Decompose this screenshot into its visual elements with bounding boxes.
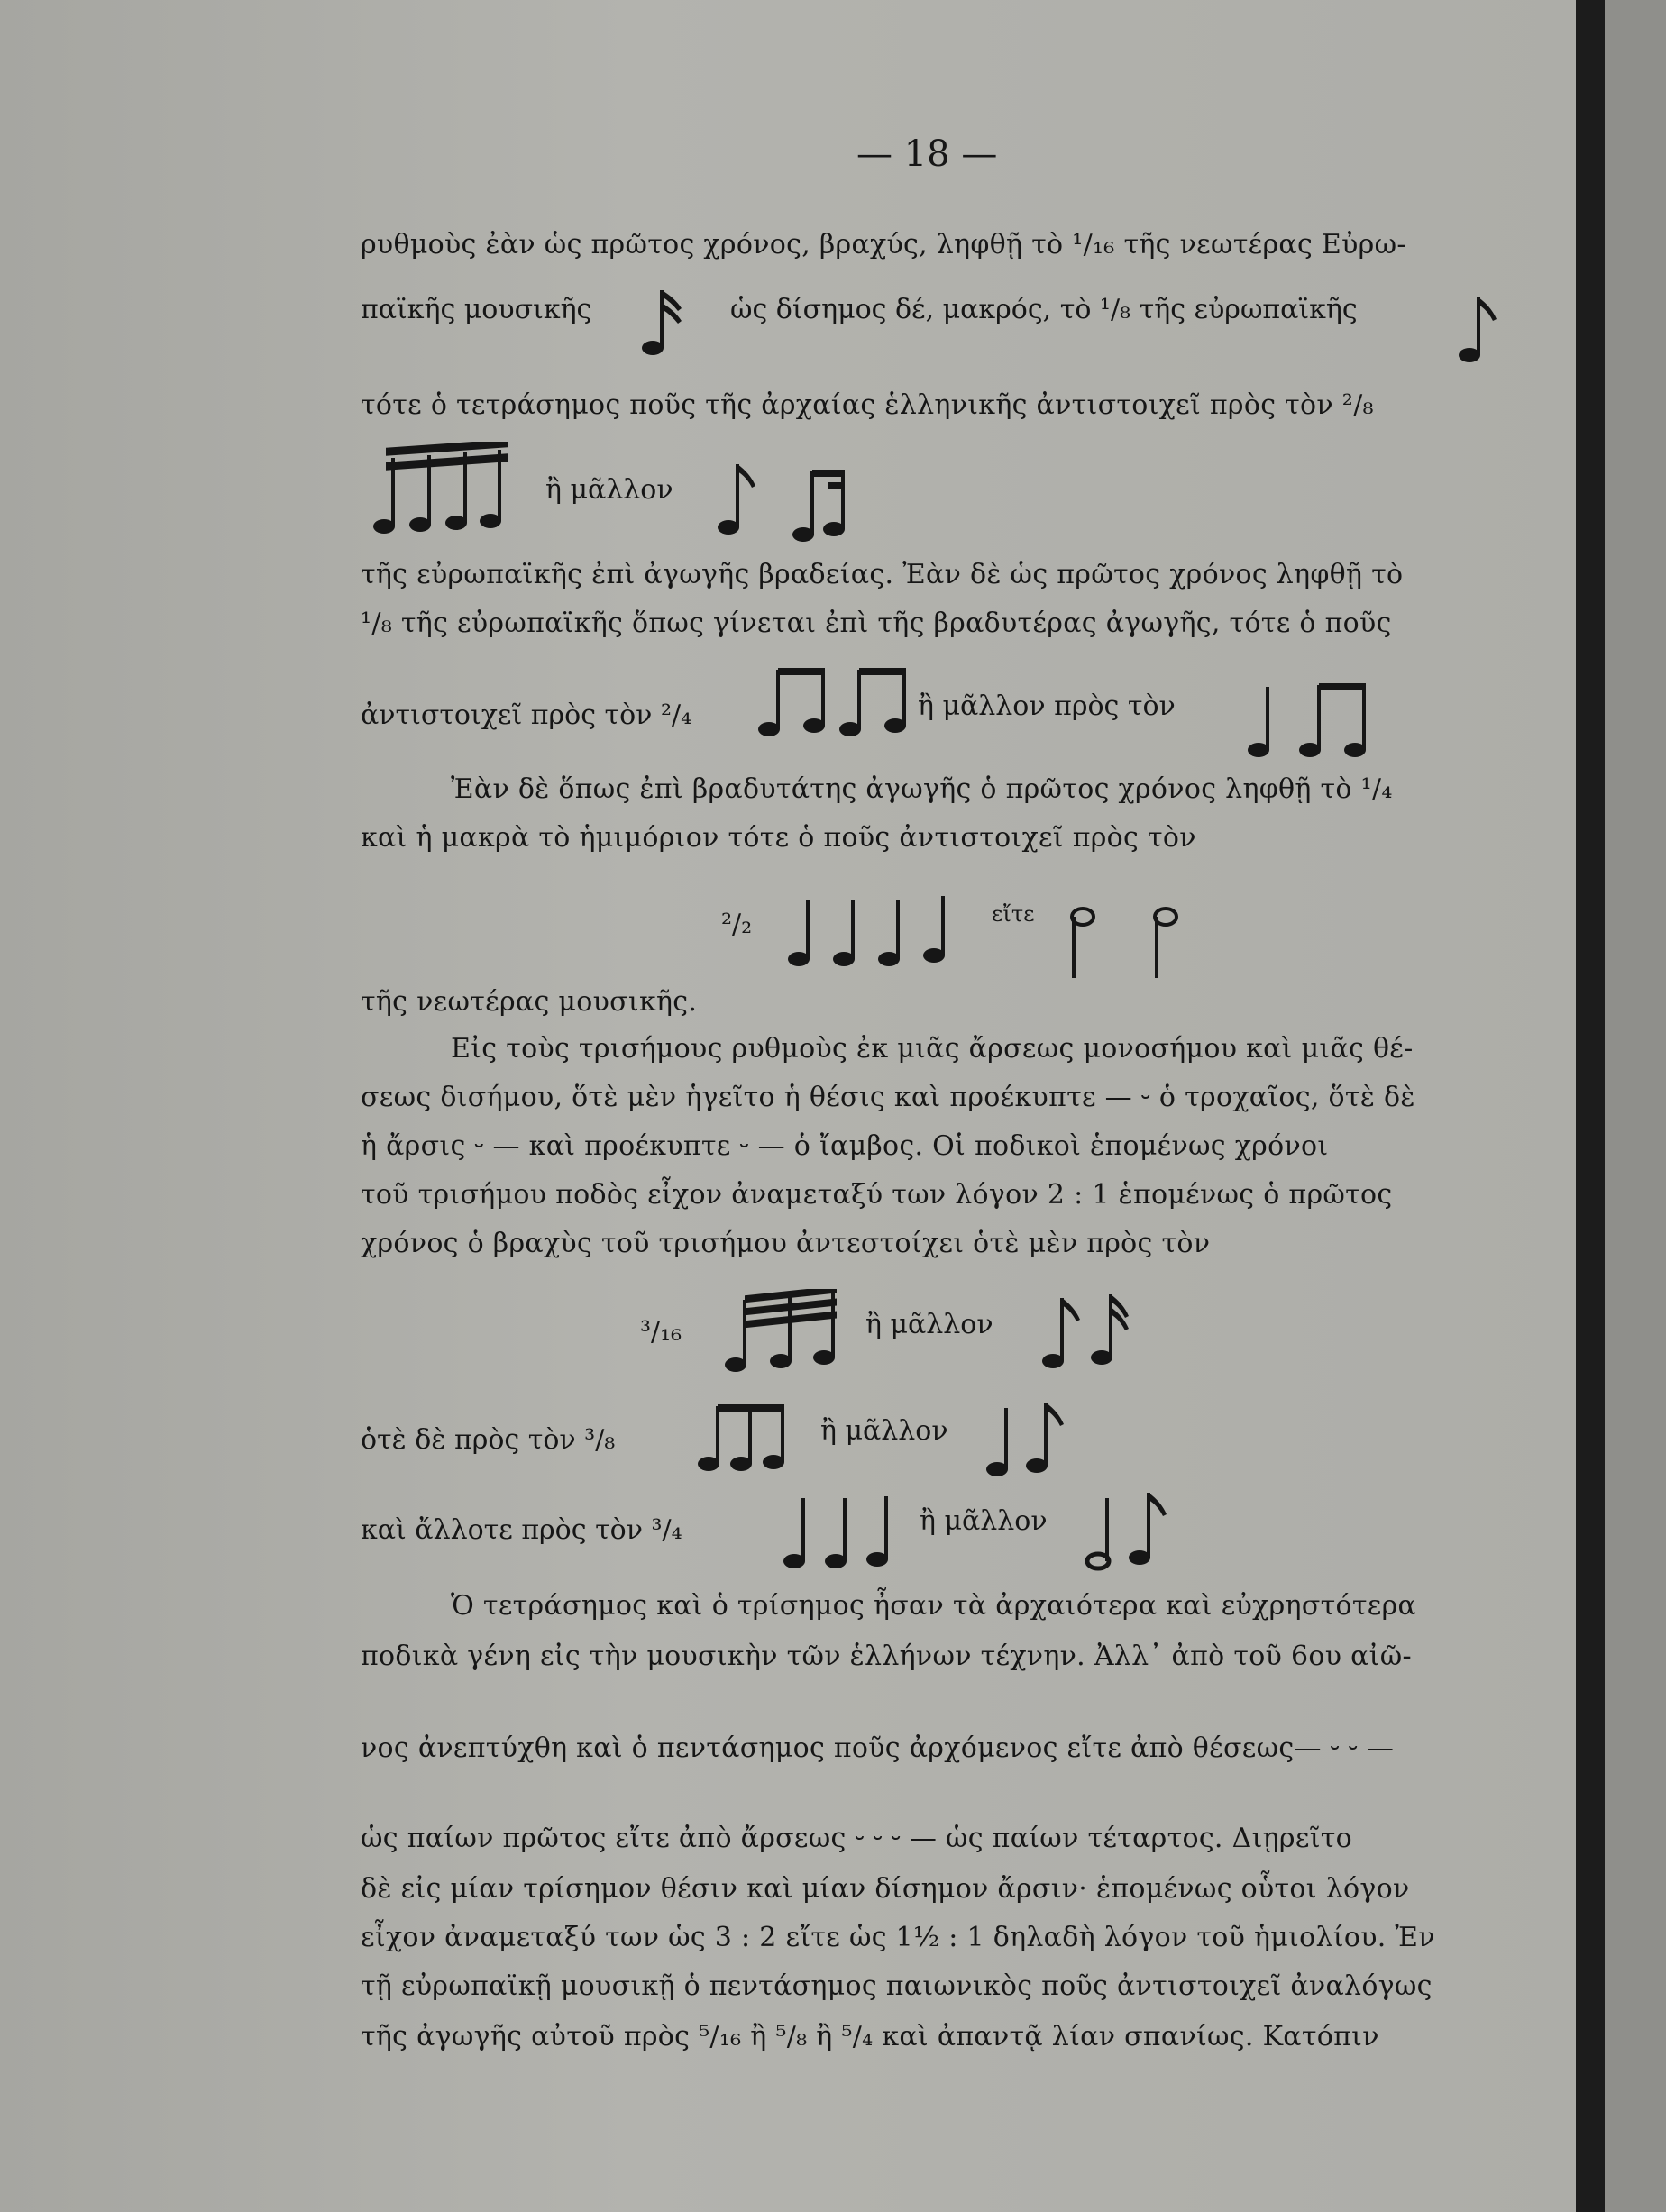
beamed-eighths-icon [834, 663, 915, 744]
text-line: εἶχον ἀναμεταξύ των ὡς 3 : 2 εἴτε ὡς 1½ : 1 δηλαδὴ λόγον τοῦ ἡμιολίου. Ἐν [361, 1922, 1435, 1953]
text-line: εἴτε [992, 901, 1035, 927]
eighth-note-icon [1451, 288, 1506, 370]
beamed-sixteenths-icon [721, 1289, 847, 1375]
quarter-notes-icon [784, 892, 974, 973]
text-line: τῆς ἀγωγῆς αὐτοῦ πρὸς ⁵/₁₆ ἢ ⁵/₈ ἢ ⁵/₄ καὶ ἀπαντᾷ λίαν σπανίως. Κατόπιν [361, 2021, 1379, 2052]
text-line: καὶ ἄλλοτε πρὸς τὸν ³/₄ [361, 1514, 682, 1546]
text-line: ἢ μᾶλλον [865, 1309, 993, 1340]
beamed-eighths-icon [694, 1397, 793, 1478]
text-line: ρυθμοὺς ἐὰν ὡς πρῶτος χρόνος, βραχύς, ληφθῇ τὸ ¹/₁₆ τῆς νεωτέρας Εὐρω- [361, 229, 1406, 261]
text-line: ἀντιστοιχεῖ πρὸς τὸν ²/₄ [361, 699, 692, 731]
eighth-note-icon [712, 455, 766, 541]
text-line: τοῦ τρισήμου ποδὸς εἶχον ἀναμεταξύ των λόγον 2 : 1 ἑπομένως ὁ πρῶτος [361, 1179, 1393, 1211]
text-line: δὲ εἰς μίαν τρίσημον θέσιν καὶ μίαν δίσημον ἄρσιν· ἑπομένως οὗτοι λόγον [361, 1873, 1410, 1905]
text-line: τῆς εὐρωπαϊκῆς ἐπὶ ἀγωγῆς βραδείας. Ἐὰν δὲ ὡς πρῶτος χρόνος ληφθῇ τὸ [361, 559, 1404, 590]
half-eighth-notes-icon [1082, 1487, 1181, 1573]
text-line: σεως δισήμου, ὅτὲ μὲν ἡγεῖτο ἡ θέσις καὶ προέκυπτε — ⏑ ὁ τροχαῖος, ὅτὲ δὲ [361, 1082, 1415, 1113]
text-line: παϊκῆς μουσικῆς [361, 294, 592, 325]
text-line: ὁτὲ δὲ πρὸς τὸν ³/₈ [361, 1424, 616, 1456]
beamed-sixteenths-icon [370, 442, 523, 541]
time-signature: ²/₂ [721, 909, 753, 940]
quarter-eighth-notes-icon [983, 1397, 1082, 1483]
text-line: τότε ὁ τετράσημος ποῦς τῆς ἀρχαίας ἑλληνικῆς ἀντιστοιχεῖ πρὸς τὸν ²/₈ [361, 389, 1374, 421]
text-line: καὶ ἡ μακρὰ τὸ ἡμιμόριον τότε ὁ ποῦς ἀντιστοιχεῖ πρὸς τὸν [361, 822, 1196, 854]
text-line: Εἰς τοὺς τρισήμους ρυθμοὺς ἐκ μιᾶς ἄρσεως μονοσήμου καὶ μιᾶς θέ- [451, 1033, 1414, 1065]
text-line: τῇ εὐρωπαϊκῇ μουσικῇ ὁ πεντάσημος παιωνικὸς ποῦς ἀντιστοιχεῖ ἀναλόγως [361, 1970, 1433, 2002]
text-line: τῆς νεωτέρας μουσικῆς. [361, 986, 698, 1018]
beamed-eighths-icon [753, 663, 834, 744]
text-line: ¹/₈ τῆς εὐρωπαϊκῆς ὅπως γίνεται ἐπὶ τῆς βραδυτέρας ἀγωγῆς, τότε ὁ ποῦς [361, 608, 1392, 639]
text-line: Ἐὰν δὲ ὅπως ἐπὶ βραδυτάτης ἀγωγῆς ὁ πρῶτος χρόνος ληφθῇ τὸ ¹/₄ [451, 773, 1393, 805]
quarter-notes-icon [780, 1487, 906, 1573]
binding-edge [1576, 0, 1605, 2212]
quarter-note-icon [1244, 678, 1280, 763]
time-signature: ³/₁₆ [640, 1316, 682, 1348]
eighth-sixteenth-notes-icon [1037, 1289, 1145, 1375]
page-number: — 18 — [856, 133, 998, 175]
beamed-notes-icon [789, 464, 852, 545]
half-notes-icon [1068, 897, 1195, 983]
text-line: ὡς δίσημος δέ, μακρός, τὸ ¹/₈ τῆς εὐρωπαϊκῆς [730, 294, 1358, 325]
text-line: ποδικὰ γένη εἰς τὴν μουσικὴν τῶν ἑλλήνων τέχνην. Ἀλλ᾽ ἀπὸ τοῦ 6ου αἰῶ- [361, 1641, 1412, 1672]
text-line: ἢ μᾶλλον πρὸς τὸν [918, 690, 1176, 722]
sixteenth-note-icon [631, 279, 694, 361]
text-line: ἡ ἄρσις ⏑ — καὶ προέκυπτε ⏑ — ὁ ἴαμβος. Οἱ ποδικοὶ ἑπομένως χρόνοι [361, 1130, 1329, 1162]
beamed-eighths-icon [1294, 678, 1375, 763]
text-line: νος ἀνεπτύχθη καὶ ὁ πεντάσημος ποῦς ἀρχόμενος εἴτε ἀπὸ θέσεως— ⏑ ⏑ — [361, 1732, 1395, 1764]
text-line: Ὁ τετράσημος καὶ ὁ τρίσημος ἦσαν τὰ ἀρχαιότερα καὶ εὐχρηστότερα [451, 1590, 1417, 1622]
text-line: χρόνος ὁ βραχὺς τοῦ τρισήμου ἀντεστοίχει ὁτὲ μὲν πρὸς τὸν [361, 1228, 1211, 1259]
page-edge [1605, 0, 1666, 2212]
text-line: ἢ μᾶλλον [920, 1505, 1048, 1537]
text-line: ἢ μᾶλλον [545, 474, 673, 506]
text-line: ὡς παίων πρῶτος εἴτε ἀπὸ ἄρσεως ⏑ ⏑ ⏑ — ὡς παίων τέταρτος. Διῃρεῖτο [361, 1823, 1353, 1854]
text-line: ἢ μᾶλλον [820, 1415, 948, 1447]
